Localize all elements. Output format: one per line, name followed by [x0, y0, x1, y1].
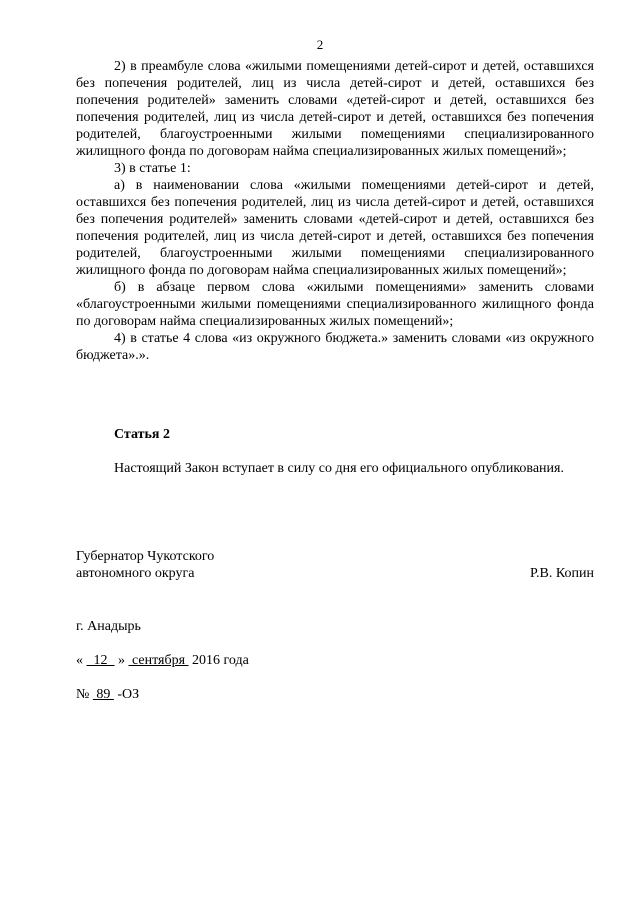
law-number-line [76, 686, 139, 703]
article-2-paragraph: Настоящий Закон вступает в силу со дня его официального опубликования. [114, 461, 564, 476]
signature-block [76, 548, 594, 582]
place-line: г. Анадырь [76, 619, 141, 634]
signature-row [76, 565, 594, 582]
article-2-body [76, 460, 594, 477]
date-close-quote: » [118, 653, 125, 668]
date-year: 2016 года [192, 653, 249, 668]
page-number: 2 [316, 37, 324, 52]
date-day: 12 [86, 653, 115, 668]
amendments-text [76, 58, 594, 364]
date-month: сентября [128, 653, 189, 668]
paragraph-preamble: 2) в преамбуле слова «жилыми помещениями детей-сирот и детей, оставшихся без попечения родителей, лиц из числа детей-сирот и детей, оставшихся без попечения родителей» заменить словами «детей-сирот и детей, оставшихся без попечения родителей, лиц из числа детей-сирот и детей, оставшихся без попечения родителей, благоустроенными жилыми помещениями специализированного жилищного фонда по договорам найма специализированных жилых помещений»; [76, 59, 594, 159]
date-line [76, 652, 249, 669]
law-number-value: 89 [92, 687, 114, 702]
paragraph-article4: 4) в статье 4 слова «из окружного бюджета.» заменить словами «из окружного бюджета».». [76, 331, 594, 363]
number-sign: № [76, 687, 90, 702]
paragraph-article1-intro: 3) в статье 1: [114, 161, 191, 176]
signer-position-line1: Губернатор Чукотского [76, 549, 215, 564]
paragraph-article1-a: а) в наименовании слова «жилыми помещениями детей-сирот и детей, оставшихся без попечения родителей, лиц из числа детей-сирот и детей, оставшихся без попечения родителей» заменить словами «детей-сирот и детей, оставшихся без попечения родителей, лиц из числа детей-сирот и детей, оставшихся без попечения родителей, благоустроенными жилыми помещениями специализированного жилищного фонда по договорам найма специализированных жилых помещений»; [76, 178, 594, 278]
law-number-suffix: -ОЗ [117, 687, 140, 702]
date-open-quote: « [76, 653, 83, 668]
paragraph-article1-b: б) в абзаце первом слова «жилыми помещениями» заменить словами «благоустроенными жилыми помещениями специализированного жилищного фонда по договорам найма специализированных жилых помещений»; [76, 280, 594, 329]
signer-position-line2: автономного округа [76, 566, 195, 581]
signer-name: Р.В. Копин [530, 566, 594, 581]
article-2-title: Статья 2 [114, 427, 170, 442]
